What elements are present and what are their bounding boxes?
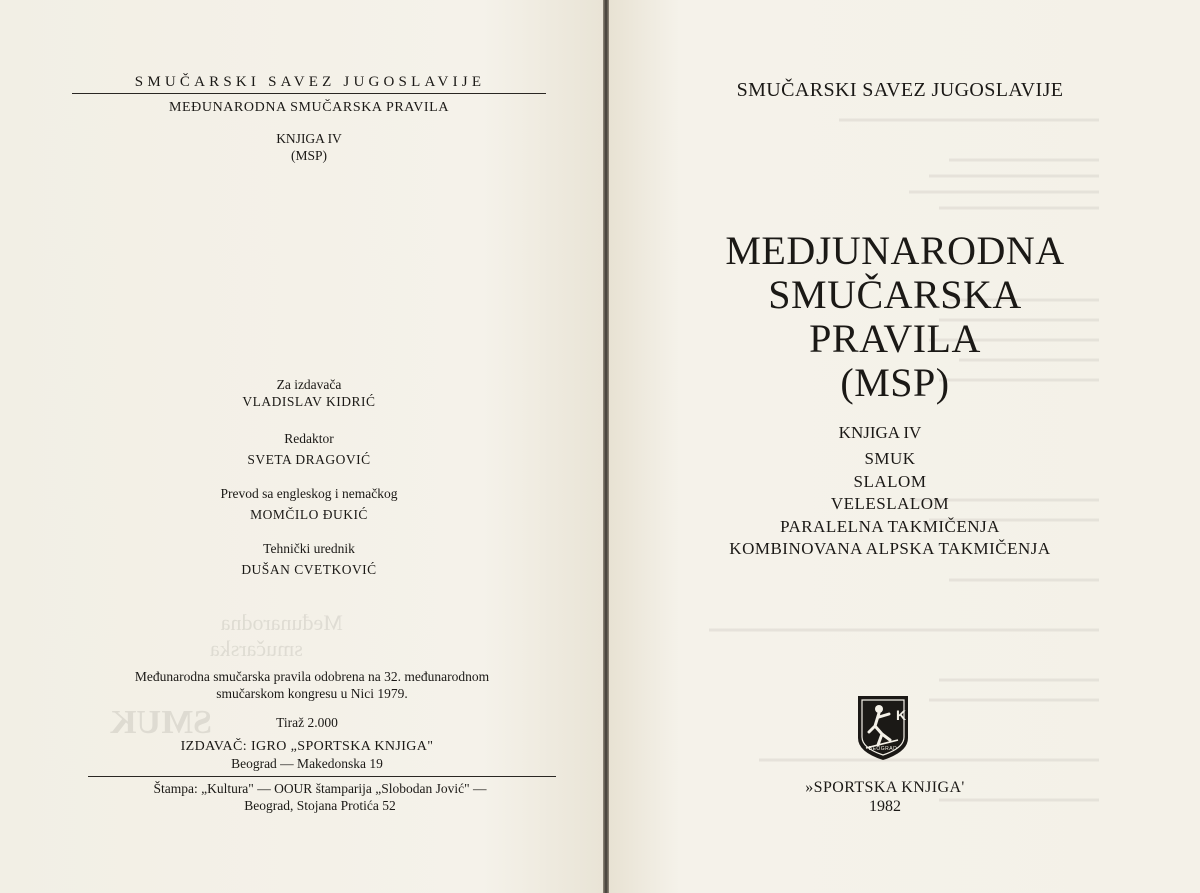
book-volume: KNJIGA IV bbox=[838, 423, 922, 442]
show-through-ghost: Međunarodna smučarska bbox=[210, 610, 343, 661]
credit-role: Tehnički urednik bbox=[263, 541, 355, 556]
book-abbreviation: (MSP) bbox=[290, 148, 327, 163]
printer-line: Štampa: „Kultura" — OOUR štamparija „Slobodan Jović" — bbox=[153, 781, 487, 796]
printer-line: Beograd, Stojana Protića 52 bbox=[244, 798, 396, 813]
credit-block bbox=[72, 377, 546, 579]
credit-name: DUŠAN CVETKOVIĆ bbox=[241, 562, 377, 577]
publisher-header: SMUČARSKI SAVEZ JUGOSLAVIJE bbox=[736, 79, 1064, 101]
book-volume: KNJIGA IV bbox=[276, 131, 342, 146]
publisher-logo bbox=[852, 690, 914, 762]
subject-list bbox=[700, 448, 1080, 561]
subject-item: VELESLALOM bbox=[830, 494, 950, 513]
credit-role: Prevod sa engleskog i nemačkog bbox=[220, 486, 398, 501]
credit-name: MOMČILO ĐUKIĆ bbox=[250, 507, 368, 522]
publisher-header: SMUČARSKI SAVEZ JUGOSLAVIJE bbox=[134, 74, 486, 90]
credit-name: SVETA DRAGOVIĆ bbox=[247, 452, 371, 467]
print-run: Tiraž 2.000 bbox=[276, 715, 338, 730]
book-title bbox=[680, 229, 1110, 405]
imprint-rule bbox=[88, 776, 556, 777]
printer-info bbox=[72, 780, 568, 814]
publication-year: 1982 bbox=[869, 798, 901, 815]
approval-note-line: Međunarodna smučarska pravila odobrena na 32. međunarodnom bbox=[134, 669, 490, 684]
title-line: (MSP) bbox=[840, 360, 950, 405]
credit-role: Za izdavača bbox=[276, 377, 342, 392]
subject-item: SLALOM bbox=[853, 471, 927, 491]
imprint-publisher: »SPORTSKA KNJIGA' bbox=[805, 779, 965, 796]
title-line: MEDJUNARODNA bbox=[725, 228, 1065, 273]
subject-item: KOMBINOVANA ALPSKA TAKMIČENJA bbox=[729, 539, 1051, 558]
approval-note-line: smučarskom kongresu u Nici 1979. bbox=[216, 686, 408, 701]
imprint-publisher: IZDAVAČ: IGRO „SPORTSKA KNJIGA" bbox=[180, 739, 434, 754]
credit-name: VLADISLAV KIDRIĆ bbox=[242, 394, 376, 409]
title-line: PRAVILA bbox=[809, 316, 981, 361]
imprint-address: Beograd — Makedonska 19 bbox=[231, 756, 383, 771]
svg-text:K: K bbox=[896, 707, 907, 723]
credit-role: Redaktor bbox=[284, 431, 334, 446]
book-subtitle: MEĐUNARODNA SMUČARSKA PRAVILA bbox=[168, 100, 450, 115]
title-line: SMUČARSKA bbox=[768, 272, 1022, 317]
subject-item: SMUK bbox=[864, 449, 916, 468]
approval-note bbox=[72, 668, 552, 702]
subject-item: PARALELNA TAKMIČENJA bbox=[780, 516, 1000, 536]
header-rule bbox=[72, 93, 546, 94]
logo-caption: BEOGRAD bbox=[868, 746, 898, 752]
show-through-ghost-2: SMUK bbox=[110, 704, 212, 741]
